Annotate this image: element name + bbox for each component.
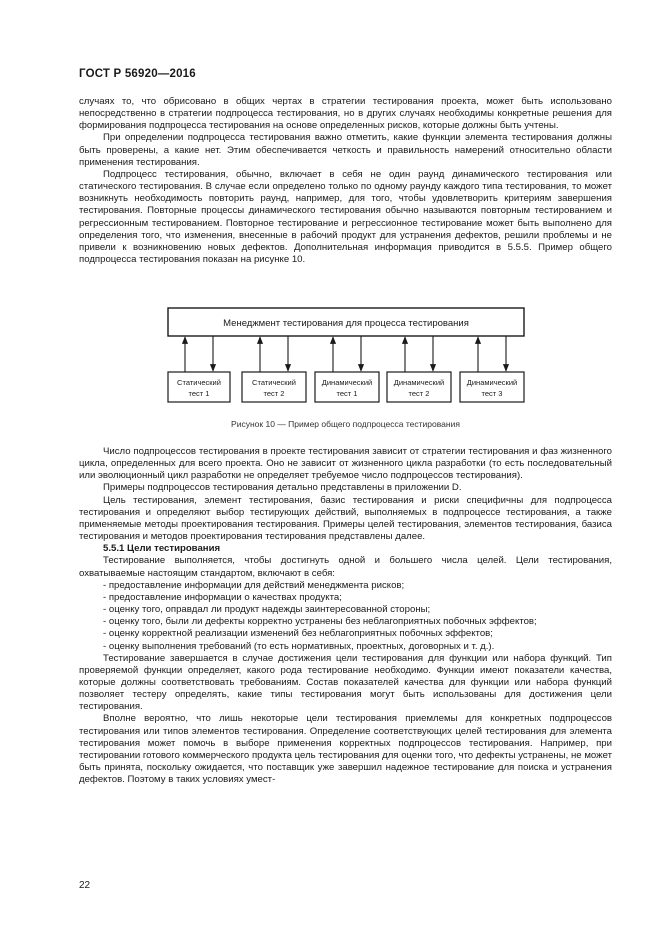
- test-box-1: [168, 372, 230, 402]
- list-item: - оценку того, были ли дефекты корректно устранены без неблагоприятных побочных эффектов;: [103, 616, 537, 628]
- paragraph: Примеры подпроцессов тестирования детально представлены в приложении D.: [103, 482, 462, 494]
- test-box-label: тест 1: [336, 389, 358, 398]
- document-header: ГОСТ Р 56920—2016: [79, 68, 196, 80]
- list-item: - оценку выполнения требований (то есть нормативных, проектных, договорных и т. д.).: [103, 640, 495, 652]
- paragraph: Тестирование завершается в случае достижения цели тестирования для функции или набора функций. Тип проверяемой функции определяет, какого рода тестирование необходимо. Функции имеют показатели качества, которые должны соответствовать требованиям. Состав показателей качества для функции или набора функций позволяет тестеру определять, какие типы тестирования могут быть использованы для достижения цели тестирования.: [79, 652, 612, 713]
- paragraph: Вполне вероятно, что лишь некоторые цели тестирования приемлемы для конкретных подпроцессов тестирования или типов элементов тестирования. Определение соответствующих целей тестирования для элемента тестирования может помочь в выборе применения корректных подпроцессов тестирования. Например, при тестировании готового коммерческого продукта цель тестирования для оценки того, что дефекты устранены, не может быть принята, поскольку ожидается, что поставщик уже завершил надежное тестирование для поиска и устранения дефектов. Поэтому в таких условиях умест-: [79, 713, 612, 786]
- test-box-label: тест 2: [263, 389, 285, 398]
- figure-caption: Рисунок 10 — Пример общего подпроцесса тестирования: [231, 419, 460, 429]
- management-box-label: Менеджмент тестирования для процесса тестирования: [223, 318, 469, 329]
- test-box-label: Динамический: [393, 378, 445, 387]
- test-box-4: [387, 372, 451, 402]
- intro-text-block: [79, 96, 612, 266]
- paragraph: Число подпроцессов тестирования в проекте тестирования зависит от стратегии тестирования и фаз жизненного цикла, определенных для всего проекта. Оно не зависит от жизненного цикла разработки (то есть последовательный или эволюционный цикл разработки не определяет требуемое число подпроцессов тестирования).: [79, 446, 612, 482]
- paragraph: Подпроцесс тестирования, обычно, включает в себя не один раунд динамического тестирования или статического тестирования. В случае если определено только по одному раунду каждого типа тестирования, то может возникнуть необходимость повторить раунд, например, для того, чтобы удовлетворить критериям завершения тестирования. Повторные процессы динамического тестирования обычно называются повторным тестированием и регрессионным тестированием. Повторное тестирование и регрессионное тестирование может быть выполнено для определения того, что изменения, внесенные в рабочий продукт для устранения дефектов, решили проблемы и не привели к возникновению новых дефектов. Дополнительная информация приводится в 5.5.5. Пример общего подпроцесса тестирования показан на рисунке 10.: [79, 168, 612, 266]
- test-box-label: Динамический: [466, 378, 518, 387]
- test-box-3: [315, 372, 379, 402]
- paragraph: случаях то, что обрисовано в общих чертах в стратегии тестирования проекта, может быть использовано непосредственно в стратегии подпроцесса тестирования, но в других случаях необходимы конкретные решения для формирования подпроцесса тестирования на основе определенных рисков, которые должны быть учтены.: [79, 96, 612, 132]
- list-item: - предоставление информации для действий менеджмента рисков;: [103, 579, 405, 591]
- paragraph: При определении подпроцесса тестирования важно отметить, какие функции элемента тестирования должны быть проверены, а какие нет. Этим обеспечивается четкость и правильность намерений относительно области применения тестирования.: [79, 132, 612, 168]
- test-box-5: [460, 372, 524, 402]
- test-box-label: Динамический: [321, 378, 373, 387]
- page-number: 22: [79, 880, 91, 891]
- objectives-list: [79, 580, 612, 653]
- section-heading: 5.5.1 Цели тестирования: [103, 543, 221, 555]
- main-text-block: [79, 446, 612, 786]
- figure-10: [79, 306, 612, 416]
- test-box-label: Статический: [252, 378, 296, 387]
- test-box-label: тест 2: [408, 389, 430, 398]
- test-box-label: тест 3: [481, 389, 503, 398]
- list-item: - оценку корректной реализации изменений без неблагоприятных побочных эффектов;: [103, 628, 493, 640]
- test-box-2: [242, 372, 306, 402]
- test-box-label: тест 1: [188, 389, 210, 398]
- paragraph: Тестирование выполняется, чтобы достигнуть одной и большего числа целей. Цели тестирования, охватываемые настоящим стандартом, включают в себя:: [79, 555, 612, 579]
- paragraph: Цель тестирования, элемент тестирования, базис тестирования и риски специфичны для подпроцесса тестирования и определяют выбор тестирующих действий, выполняемых в подпроцессе тестирования, а также применяемые методы проектирования тестирования. Примеры целей тестирования, элементов тестирования, базиса тестирования и методов проектирования тестирования представлены далее.: [79, 494, 612, 543]
- list-item: - оценку того, оправдал ли продукт надежды заинтересованной стороны;: [103, 604, 431, 616]
- test-box-label: Статический: [177, 378, 221, 387]
- process-diagram: [79, 306, 612, 416]
- list-item: - предоставление информации о качествах продукта;: [103, 591, 342, 603]
